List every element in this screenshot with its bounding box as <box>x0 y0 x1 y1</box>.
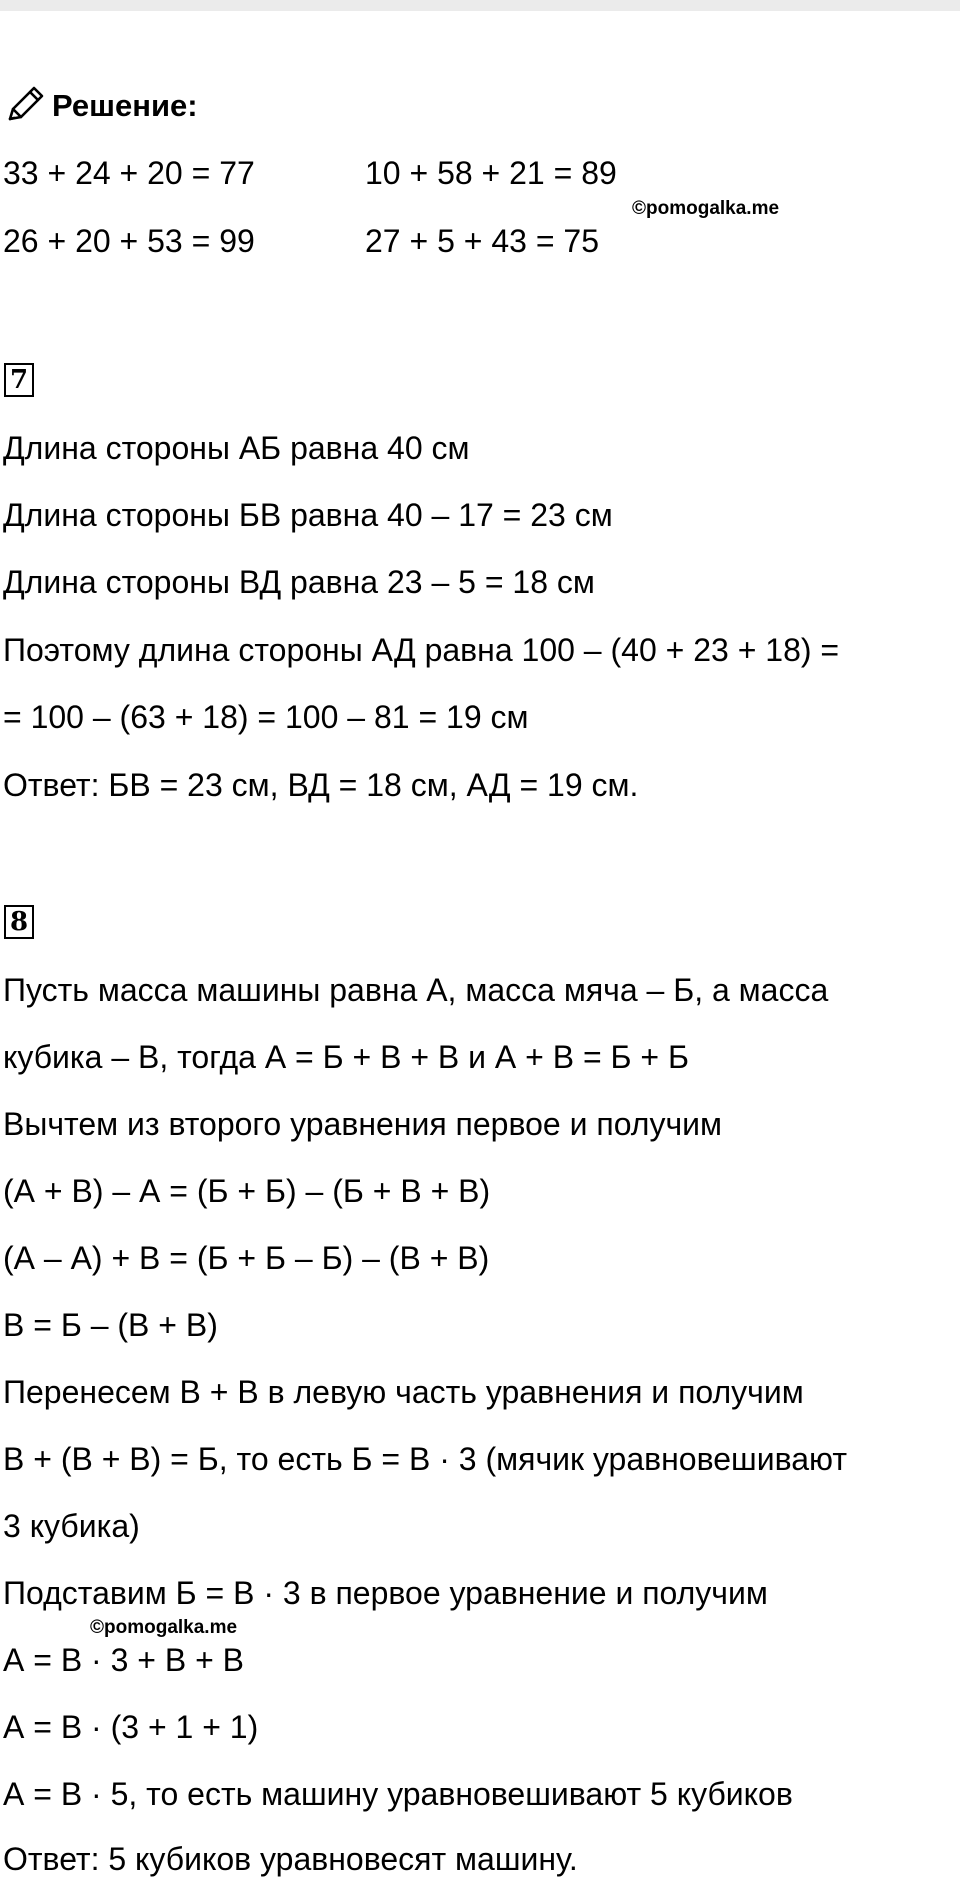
pencil-icon <box>4 84 46 126</box>
task-7-number: 7 <box>4 363 34 397</box>
task-8-line-2: кубика – В, тогда А = Б + В + В и А + В = Б + Б <box>3 1039 689 1075</box>
task-8-line-3: Вычтем из второго уравнения первое и получим <box>3 1106 722 1142</box>
task-7-answer: Ответ: БВ = 23 см, ВД = 18 см, АД = 19 см. <box>3 767 639 803</box>
equation-4: 27 + 5 + 43 = 75 <box>365 223 599 259</box>
task-7-line-4: Поэтому длина стороны АД равна 100 – (40 + 23 + 18) = <box>3 632 840 668</box>
equation-2: 10 + 58 + 21 = 89 <box>365 155 617 191</box>
top-divider-bar <box>0 0 960 11</box>
task-7-line-2: Длина стороны БВ равна 40 – 17 = 23 см <box>3 497 613 533</box>
task-7-line-3: Длина стороны ВД равна 23 – 5 = 18 см <box>3 564 595 600</box>
task-8-answer: Ответ: 5 кубиков уравновесят машину. <box>3 1841 578 1877</box>
task-8-line-8: В + (В + В) = Б, то есть Б = В · 3 (мячик уравновешивают <box>3 1441 847 1477</box>
task-8-line-12: А = В · (3 + 1 + 1) <box>3 1709 259 1745</box>
task-8-line-4: (А + В) – А = (Б + Б) – (Б + В + В) <box>3 1173 491 1209</box>
task-7-line-1: Длина стороны АБ равна 40 см <box>3 430 470 466</box>
task-8-line-7: Перенесем В + В в левую часть уравнения и получим <box>3 1374 804 1410</box>
task-8-line-10: Подставим Б = В · 3 в первое уравнение и получим <box>3 1575 768 1611</box>
watermark-bottom: ©pomogalka.me <box>90 1617 238 1638</box>
solution-heading: Решение: <box>52 88 198 123</box>
task-8-line-1: Пусть масса машины равна А, масса мяча – Б, а масса <box>3 972 829 1008</box>
task-8-line-13: А = В · 5, то есть машину уравновешивают 5 кубиков <box>3 1776 793 1812</box>
equation-3: 26 + 20 + 53 = 99 <box>3 223 255 259</box>
task-8-number: 8 <box>4 905 34 939</box>
task-8-line-6: В = Б – (В + В) <box>3 1307 218 1343</box>
equation-1: 33 + 24 + 20 = 77 <box>3 155 255 191</box>
task-8-line-11: А = В · 3 + В + В <box>3 1642 245 1678</box>
watermark-top: ©pomogalka.me <box>632 198 780 219</box>
task-8-line-9: 3 кубика) <box>3 1508 140 1544</box>
task-8-line-5: (А – А) + В = (Б + Б – Б) – (В + В) <box>3 1240 490 1276</box>
task-7-line-5: = 100 – (63 + 18) = 100 – 81 = 19 см <box>3 699 529 735</box>
